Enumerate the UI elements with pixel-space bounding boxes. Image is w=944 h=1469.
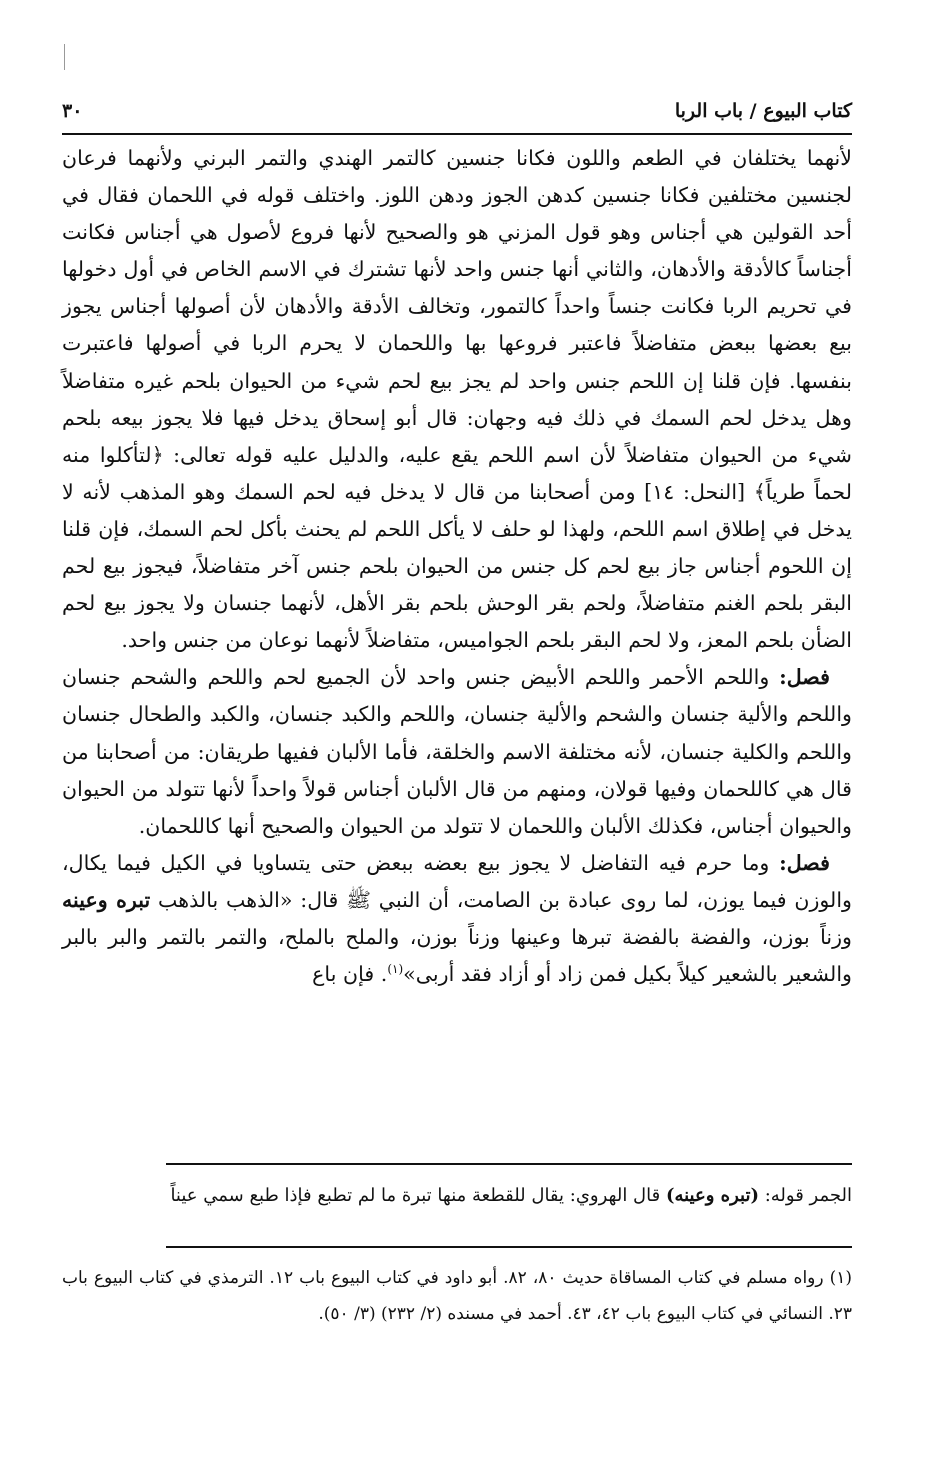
paragraph-3-text-a: وما حرم فيه التفاضل لا يجوز بيع بعضه ببعض حتى يتساويا في الكيل فيما يكال، والوزن فيما يوزن، لما روى عبادة بن الصامت، أن النبي ﷺ قال: «الذهب بالذهب	[62, 850, 852, 912]
gloss-text: قال الهروي: يقال للقطعة منها تبرة ما لم تطبع فإذا طبع سمي عيناً	[170, 1185, 666, 1206]
section-keyword: فصل:	[779, 850, 830, 875]
main-text	[62, 140, 852, 993]
gloss-label: الجمر قوله:	[759, 1185, 852, 1206]
footnote-separator	[166, 1246, 852, 1248]
paragraph-2	[62, 659, 852, 844]
gloss-note	[62, 1178, 852, 1214]
running-title: كتاب البيوع / باب الربا	[674, 100, 852, 122]
section-keyword: فصل:	[779, 665, 830, 690]
footnote-reference[interactable]: (١)	[387, 962, 404, 977]
glossed-term: تبره وعينه	[62, 887, 151, 912]
paragraph-2-text: واللحم الأحمر واللحم الأبيض جنس واحد لأن الجميع لحم واللحم والشحم جنسان واللحم والألية جنسان والشحم والألية جنسان، واللحم والكبد جنسان، والكبد والطحال جنسان واللحم والكلية جنسان، لأنه مختلفة الاسم والخلقة، فأما الألبان ففيها طريقان: من أصحابنا من قال هي كاللحمان وفيها قولان، ومنهم من قال الألبان أجناس قولاً واحداً لأنها تتولد من الحيوان والحيوان أجناس، فكذلك الألبان واللحمان لا تتولد من الحيوان والصحيح أنها كاللحمان.	[62, 665, 852, 838]
paragraph-3-text-c: . فإن باع	[312, 962, 388, 987]
gloss-separator	[166, 1163, 852, 1165]
footnote-1: (١) رواه مسلم في كتاب المساقاة حديث ٨٠، ٨٢. أبو داود في كتاب البيوع باب ١٢. الترمذي في كتاب البيوع باب ٢٣. النسائي في كتاب البيوع باب ٤٢، ٤٣. أحمد في مسنده (٢/ ٢٣٢) (٣/ ٥٠).	[62, 1268, 853, 1324]
paragraph-1: لأنهما يختلفان في الطعم واللون فكانا جنسين كالتمر الهندي والتمر البرني ولأنهما فرعان لجنسين مختلفين فكانا جنسين كدهن الجوز ودهن اللوز. واختلف قوله في اللحمان فقال في أحد القولين هي أجناس وهو قول المزني هو والصحيح لأنها فروع لأصول هي أجناس فكانت أجناساً كالأدقة والأدهان، والثاني أنها جنس واحد لأنها تشترك في الاسم الخاص في أول دخولها في تحريم الربا فكانت جنساً واحداً كالتمور، وتخالف الأدقة والأدهان لأن أصولها أجناس يجوز بيع بعضها ببعض متفاضلاً فاعتبر فروعها بها واللحمان لا يحرم الربا في أصولها فاعتبرت بنفسها. فإن قلنا إن اللحم جنس واحد لم يجز بيع لحم شيء من الحيوان بلحم غيره متفاضلاً وهل يدخل لحم السمك في ذلك فيه وجهان: قال أبو إسحاق يدخل فيها فلا يجوز بيعه بلحم شيء من الحيوان متفاضلاً لأن اسم اللحم يقع عليه، والدليل عليه قوله تعالى: ﴿لتأكلوا منه لحماً طرياً﴾ [النحل: ١٤] ومن أصحابنا من قال لا يدخل فيه لحم السمك وهو المذهب لأنه لا يدخل في إطلاق اسم اللحم، ولهذا لو حلف لا يأكل اللحم لم يحنث بأكل لحم السمك، فإن قلنا إن اللحوم أجناس جاز بيع لحم كل جنس من الحيوان بلحم جنس آخر متفاضلاً، فيجوز بيع لحم البقر بلحم الغنم متفاضلاً، ولحم بقر الوحش بلحم بقر الأهل، لأنهما جنسان ولا يجوز بيع لحم الضأن بلحم المعز، ولا لحم البقر بلحم الجواميس، متفاضلاً لأنهما نوعان من جنس واحد.	[62, 146, 852, 653]
paragraph-3	[62, 845, 852, 993]
paragraph-3-text-b: وزناً بوزن، والفضة بالفضة تبرها وعينها وزناً بوزن، والملح بالملح، والتمر بالتمر والبر بالبر والشعير بالشعير كيلاً بكيل فمن زاد أو أزاد فقد أربى»	[62, 924, 852, 987]
running-header	[62, 94, 852, 128]
margin-mark	[64, 44, 65, 70]
page-number: ٣٠	[62, 100, 83, 122]
header-rule	[62, 133, 852, 135]
gloss-term: (تبره وعينه)	[665, 1185, 759, 1206]
